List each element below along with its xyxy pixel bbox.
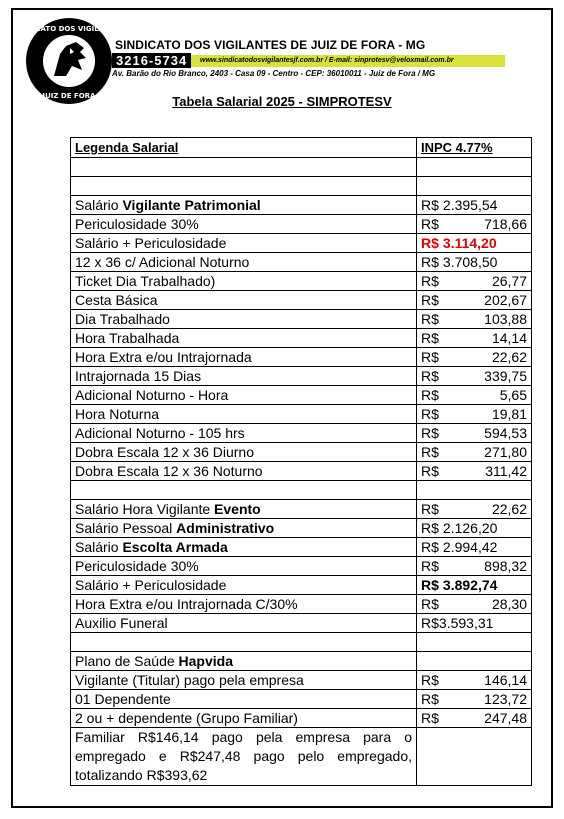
row-value: 2.126,20: [442, 520, 498, 536]
row-value: 202,67: [484, 292, 527, 308]
row-value: 3.892,74: [442, 577, 498, 593]
row-value: 5,65: [499, 387, 527, 403]
blank-row: [71, 481, 532, 500]
row-label: Vigilante (Titular) pago pela empresa: [75, 672, 304, 688]
currency-symbol: R$: [421, 349, 439, 365]
row-label: Ticket Dia Trabalhado): [75, 273, 216, 289]
table-row: [71, 576, 532, 595]
table-row: [71, 538, 532, 557]
row-label: Adicional Noturno - Hora: [75, 387, 229, 403]
currency-symbol: R$: [421, 444, 439, 460]
table-row: [71, 671, 532, 690]
table-row: [71, 386, 532, 405]
table-row: [71, 443, 532, 462]
col2-header: INPC 4.77%: [421, 140, 493, 155]
row-label: Periculosidade 30%: [75, 216, 199, 232]
row-label-bold: Evento: [214, 501, 261, 517]
currency-symbol: R$: [421, 197, 439, 213]
row-label: Dobra Escala 12 x 36 Diurno: [75, 444, 254, 460]
row-label: Hora Extra e/ou Intrajornada C/30%: [75, 596, 298, 612]
note-row: [71, 728, 532, 786]
table-row: [71, 500, 532, 519]
row-value: 271,80: [484, 444, 527, 460]
table-row: [71, 557, 532, 576]
table-row: [71, 234, 532, 253]
contact-info: www.sindicatodosvigilantesjf.com.br / E-mail: sinprotesv@veloxmail.com.br: [200, 57, 454, 64]
row-label: Adicional Noturno - 105 hrs: [75, 425, 245, 441]
currency-symbol: R$: [421, 710, 439, 726]
row-label: Dia Trabalhado: [75, 311, 170, 327]
row-label: Salário Pessoal: [75, 520, 177, 536]
row-label: 01 Dependente: [75, 691, 171, 707]
salary-table: [70, 137, 532, 786]
table-row: [71, 652, 532, 671]
row-label: Plano de Saúde: [75, 653, 179, 669]
row-value: 28,30: [491, 596, 527, 612]
currency-symbol: R$: [421, 425, 439, 441]
table-row: [71, 272, 532, 291]
table-row: [71, 291, 532, 310]
row-value: 26,77: [491, 273, 527, 289]
currency-symbol: R$: [421, 539, 439, 555]
org-name: SINDICATO DOS VIGILANTES DE JUIZ DE FORA - MG: [115, 38, 426, 52]
table-row: [71, 424, 532, 443]
row-value: 3.708,50: [442, 254, 498, 270]
row-label: 12 x 36 c/ Adicional Noturno: [75, 254, 250, 270]
row-label: Salário: [75, 539, 123, 555]
row-label: Dobra Escala 12 x 36 Noturno: [75, 463, 263, 479]
row-label: Salário + Periculosidade: [75, 235, 227, 251]
logo-text-bottom: JUIZ DE FORA: [42, 92, 96, 100]
row-value: 594,53: [484, 425, 527, 441]
blank-row: [71, 177, 532, 196]
currency-symbol: R$: [421, 596, 439, 612]
currency-symbol: R$: [421, 292, 439, 308]
currency-symbol: R$: [421, 691, 439, 707]
row-value: 247,48: [484, 710, 527, 726]
currency-symbol: R$: [421, 615, 439, 631]
address-line: Av. Barão do Rio Branco, 2403 - Casa 09 - Centro - CEP: 36010011 - Juiz de Fora / MG: [112, 69, 436, 78]
col1-header: Legenda Salarial: [75, 140, 179, 155]
row-label: Intrajornada 15 Dias: [75, 368, 202, 384]
table-row: [71, 595, 532, 614]
table-row: [71, 196, 532, 215]
row-value: 718,66: [484, 216, 527, 232]
currency-symbol: R$: [421, 520, 439, 536]
row-label: Auxilio Funeral: [75, 615, 168, 631]
row-label: Periculosidade 30%: [75, 558, 199, 574]
table-row: [71, 253, 532, 272]
row-label: Hora Trabalhada: [75, 330, 180, 346]
row-value: 22,62: [491, 349, 527, 365]
currency-symbol: R$: [421, 273, 439, 289]
currency-symbol: R$: [421, 311, 439, 327]
currency-symbol: R$: [421, 577, 439, 593]
table-row: [71, 215, 532, 234]
table-row: [71, 690, 532, 709]
row-label-bold: Vigilante Patrimonial: [122, 197, 261, 213]
row-label-bold: Escolta Armada: [122, 539, 228, 555]
row-label: Cesta Básica: [75, 292, 158, 308]
table-row: [71, 348, 532, 367]
row-value: 103,88: [484, 311, 527, 327]
table-row: [71, 614, 532, 633]
row-label: 2 ou + dependente (Grupo Familiar): [75, 710, 298, 726]
currency-symbol: R$: [421, 558, 439, 574]
currency-symbol: R$: [421, 463, 439, 479]
row-value: 3.114,20: [442, 235, 497, 251]
currency-symbol: R$: [421, 387, 439, 403]
row-value: 22,62: [491, 501, 527, 517]
row-value: 146,14: [484, 672, 527, 688]
union-logo: [13, 18, 125, 104]
row-label: Hora Extra e/ou Intrajornada: [75, 349, 252, 365]
blank-row: [71, 633, 532, 652]
row-value: 3.593,31: [438, 615, 494, 631]
table-row: [71, 367, 532, 386]
currency-symbol: R$: [421, 672, 439, 688]
row-value: 2.994,42: [442, 539, 498, 555]
row-value: 898,32: [484, 558, 527, 574]
blank-row: [71, 158, 532, 177]
table-row: [71, 519, 532, 538]
row-value: 123,72: [484, 691, 527, 707]
row-label-bold: Administrativo: [176, 520, 275, 536]
note-text: Familiar R$146,14 pago pela empresa para o empregado e R$247,48 pago pelo empregado, totalizando R$393,62: [75, 729, 412, 783]
table-row: [71, 310, 532, 329]
currency-symbol: R$: [421, 235, 439, 251]
row-label: Salário: [75, 197, 123, 213]
currency-symbol: R$: [421, 368, 439, 384]
row-label: Salário + Periculosidade: [75, 577, 227, 593]
table-row: [71, 462, 532, 481]
row-value: 311,42: [485, 463, 527, 479]
phone-number: 3216-5734: [112, 53, 191, 68]
row-value: 19,81: [491, 406, 527, 422]
table-row: [71, 405, 532, 424]
currency-symbol: R$: [421, 406, 439, 422]
row-label: Salário Hora Vigilante: [75, 501, 215, 517]
currency-symbol: R$: [421, 254, 439, 270]
document-title: Tabela Salarial 2025 - SIMPROTESV: [172, 94, 392, 109]
currency-symbol: R$: [421, 330, 439, 346]
row-value: 339,75: [484, 368, 527, 384]
logo-text-top: SINDICATO DOS VIGILANTES: [13, 25, 125, 33]
row-value: 14,14: [491, 330, 527, 346]
row-value: 2.395,54: [442, 197, 498, 213]
currency-symbol: R$: [421, 216, 439, 232]
row-label-bold: Hapvida: [178, 653, 233, 669]
table-row: [71, 709, 532, 728]
table-header-row: [71, 138, 532, 158]
row-label: Hora Noturna: [75, 406, 160, 422]
table-row: [71, 329, 532, 348]
currency-symbol: R$: [421, 501, 439, 517]
